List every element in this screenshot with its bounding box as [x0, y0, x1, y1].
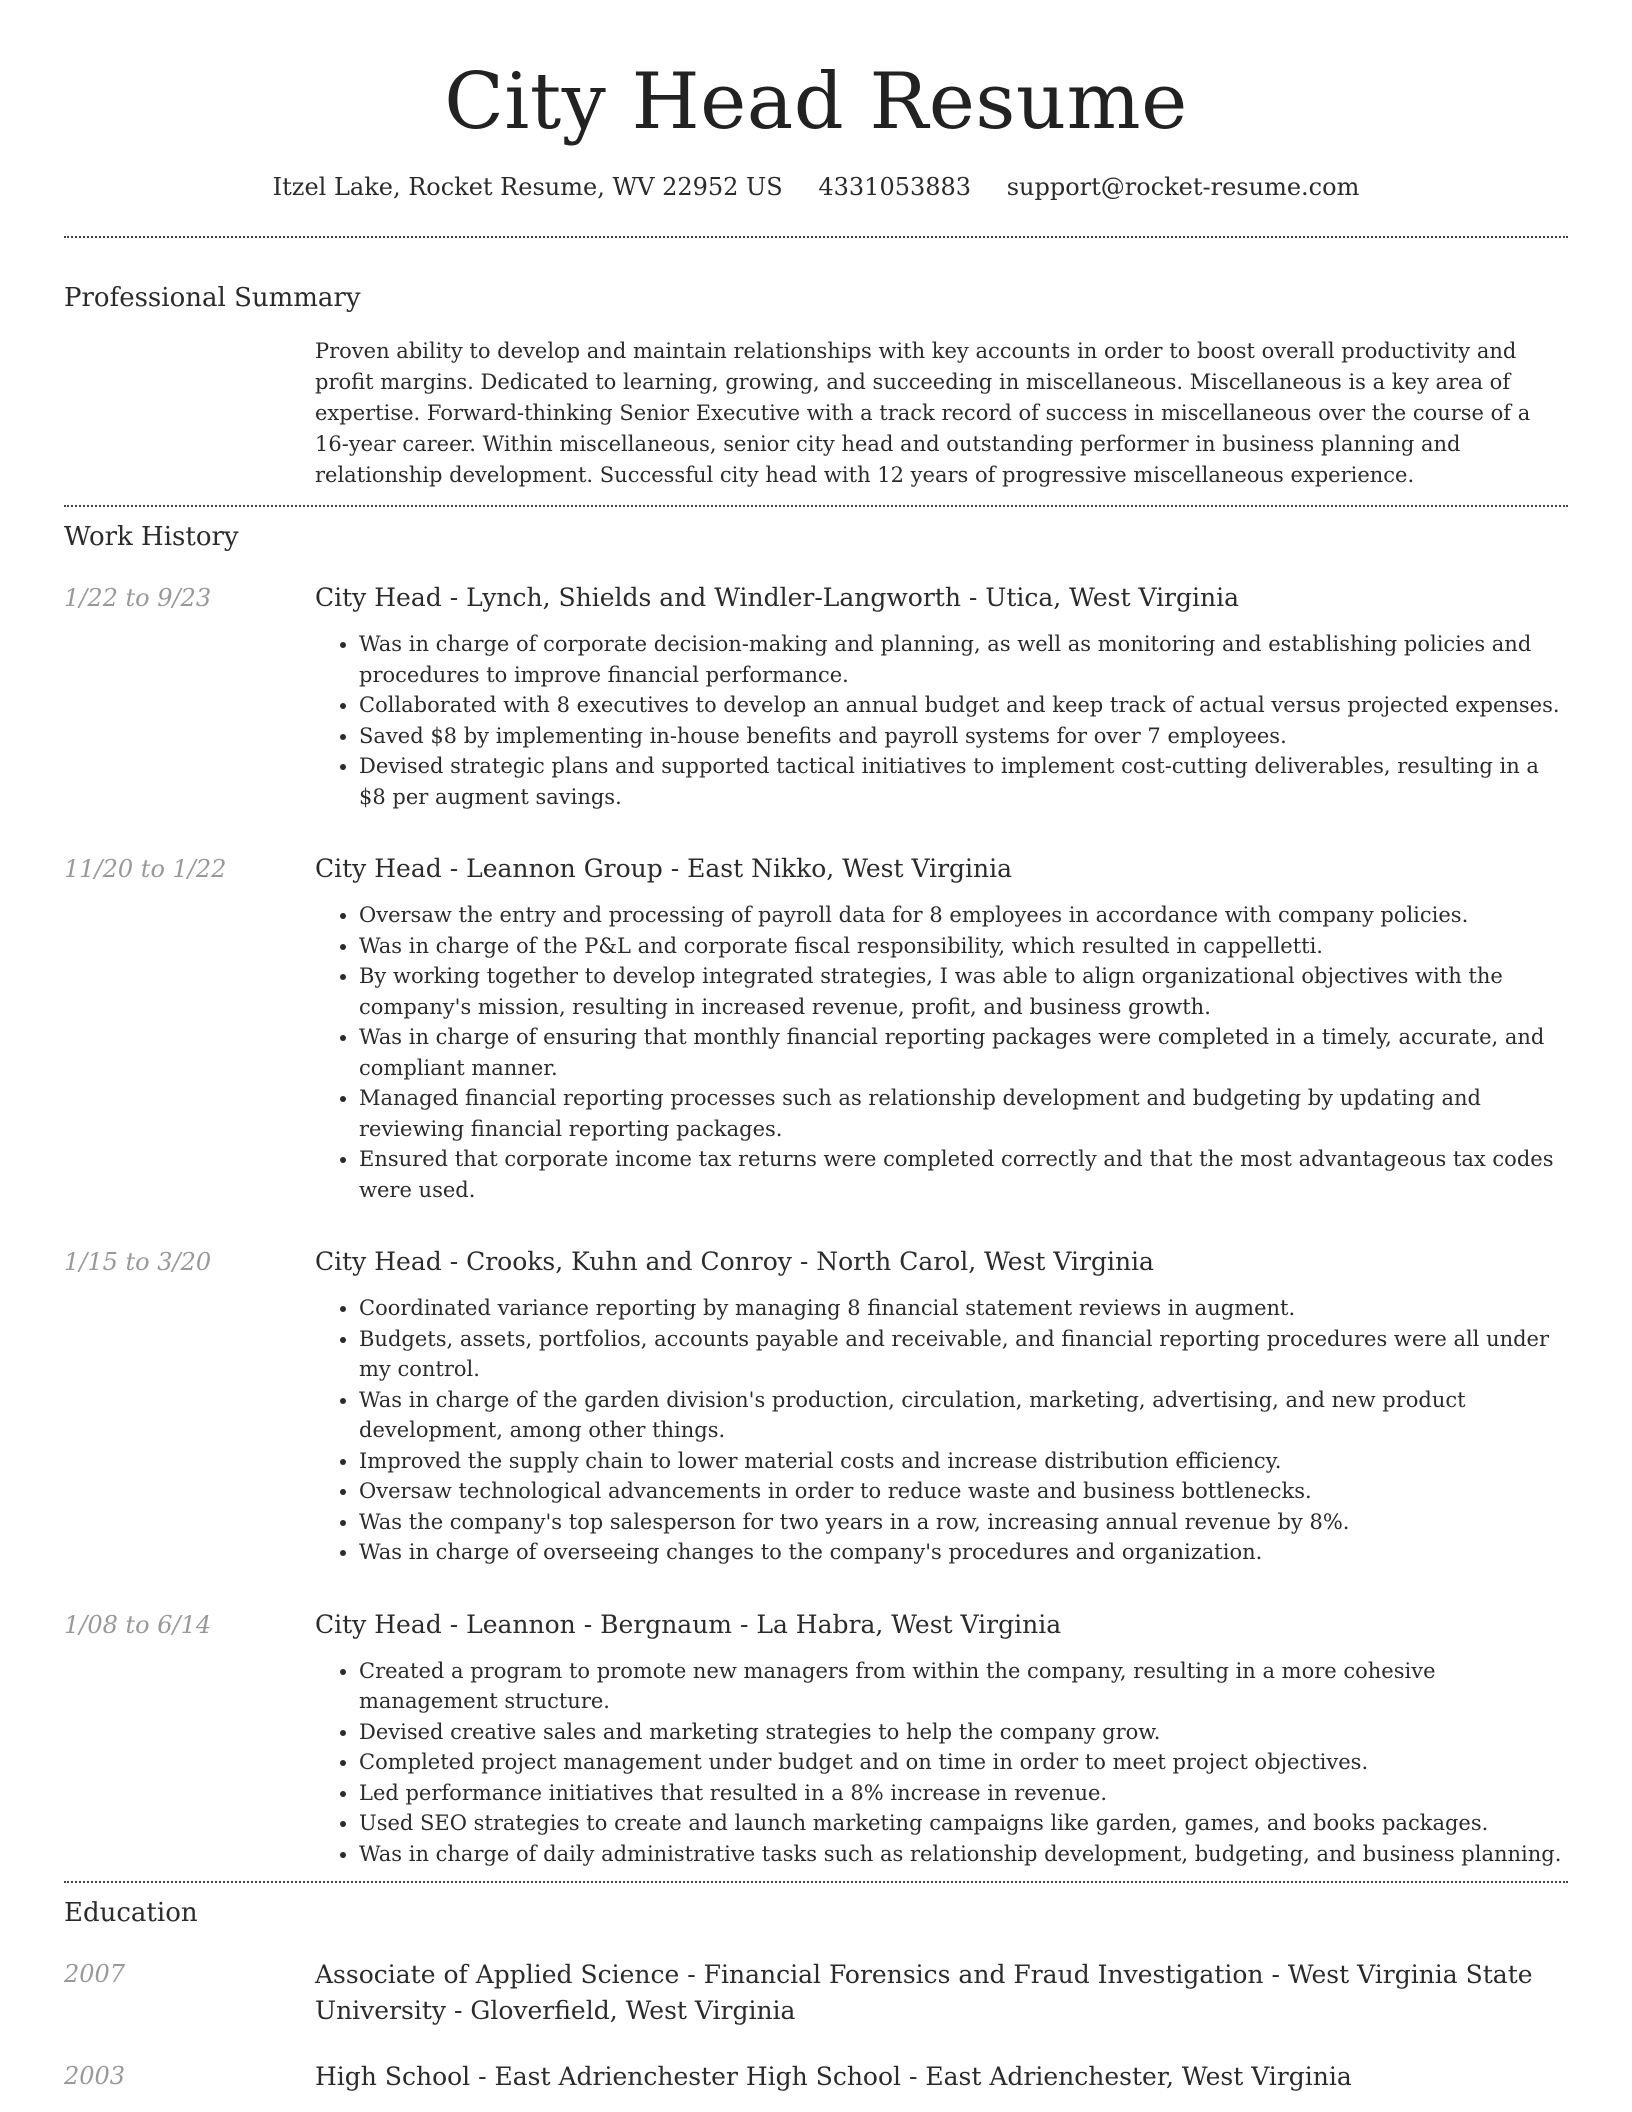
- job-bullets: [315, 1293, 1568, 1568]
- job-entry: [64, 1245, 1568, 1568]
- education-title: Associate of Applied Science - Financial Forensics and Fraud Investigation - West Virginia State University - Gloverfield, West Virginia: [315, 1960, 1533, 2025]
- job-entry: [64, 852, 1568, 1205]
- job-entry: [64, 1608, 1568, 1870]
- job-bullet: • Was in charge of the garden division's production, circulation, marketing, advertising, and new product development, among other things.: [359, 1385, 1568, 1446]
- contact-line: [64, 170, 1568, 204]
- education-entry: [64, 1957, 1568, 2029]
- resume-title: City Head Resume: [444, 57, 1188, 147]
- job-bullet: • Was in charge of daily administrative tasks such as relationship development, budgeting, and business planning.: [359, 1839, 1568, 1870]
- job-date: 1/22 to 9/23: [64, 584, 212, 612]
- job-bullet: • Collaborated with 8 executives to develop an annual budget and keep track of actual versus projected expenses.: [359, 690, 1568, 721]
- job-title: City Head - Crooks, Kuhn and Conroy - North Carol, West Virginia: [315, 1247, 1154, 1276]
- job-bullet: • Was the company's top salesperson for two years in a row, increasing annual revenue by 8%.: [359, 1507, 1568, 1538]
- job-bullet: • Was in charge of overseeing changes to the company's procedures and organization.: [359, 1537, 1568, 1568]
- education-date: 2007: [64, 1960, 126, 1988]
- education-section: [64, 1883, 1568, 2095]
- job-bullet: • Improved the supply chain to lower material costs and increase distribution efficiency.: [359, 1446, 1568, 1477]
- resume-header: [64, 0, 1568, 204]
- job-body: [315, 1608, 1568, 1870]
- education-list: [64, 1957, 1568, 2095]
- contact-phone: 4331053883: [818, 173, 972, 201]
- work-history-section: [64, 507, 1568, 1869]
- job-bullet: • Devised creative sales and marketing strategies to help the company grow.: [359, 1717, 1568, 1748]
- job-bullet: • Was in charge of the P&L and corporate fiscal responsibility, which resulted in cappelletti.: [359, 931, 1568, 962]
- job-date: 11/20 to 1/22: [64, 855, 227, 883]
- job-bullet: • Led performance initiatives that resulted in a 8% increase in revenue.: [359, 1778, 1568, 1809]
- job-bullet: • Budgets, assets, portfolios, accounts payable and receivable, and financial reporting procedures were all under my control.: [359, 1324, 1568, 1385]
- job-bullet: • Created a program to promote new managers from within the company, resulting in a more cohesive management structure.: [359, 1656, 1568, 1717]
- education-date: 2003: [64, 2062, 126, 2090]
- job-bullet: • Oversaw technological advancements in order to reduce waste and business bottlenecks.: [359, 1476, 1568, 1507]
- job-body: [315, 852, 1568, 1205]
- work-history-heading: Work History: [64, 522, 239, 552]
- contact-email: support@rocket-resume.com: [1006, 173, 1360, 201]
- job-entry: [64, 581, 1568, 812]
- job-bullet: • Saved $8 by implementing in-house benefits and payroll systems for over 7 employees.: [359, 721, 1568, 752]
- job-body: [315, 1245, 1568, 1568]
- job-bullet: • Was in charge of corporate decision-making and planning, as well as monitoring and establishing policies and procedures to improve financial performance.: [359, 629, 1568, 690]
- job-bullet: • By working together to develop integrated strategies, I was able to align organizational objectives with the company's mission, resulting in increased revenue, profit, and business growth.: [359, 961, 1568, 1022]
- job-bullet: • Managed financial reporting processes such as relationship development and budgeting by updating and reviewing financial reporting packages.: [359, 1083, 1568, 1144]
- education-title: High School - East Adrienchester High School - East Adrienchester, West Virginia: [315, 2062, 1352, 2091]
- job-bullet: • Was in charge of ensuring that monthly financial reporting packages were completed in a timely, accurate, and compliant manner.: [359, 1022, 1568, 1083]
- education-heading: Education: [64, 1898, 198, 1928]
- job-bullet: • Completed project management under budget and on time in order to meet project objectives.: [359, 1747, 1568, 1778]
- job-title: City Head - Leannon Group - East Nikko, West Virginia: [315, 854, 1013, 883]
- job-bullet: • Used SEO strategies to create and launch marketing campaigns like garden, games, and books packages.: [359, 1808, 1568, 1839]
- job-title: City Head - Leannon - Bergnaum - La Habra, West Virginia: [315, 1609, 1062, 1639]
- job-title: City Head - Lynch, Shields and Windler-Langworth - Utica, West Virginia: [315, 583, 1240, 612]
- job-bullets: [315, 900, 1568, 1205]
- summary-text: Proven ability to develop and maintain relationships with key accounts in order to boost overall productivity and profit margins. Dedicated to learning, growing, and succeeding in miscellaneous. Miscellaneous is a key area of expertise. Forward-thinking Senior Executive with a track record of success in miscellaneous over the course of a 16-year career. Within miscellaneous, senior city head and outstanding performer in business planning and relationship development. Successful city head with 12 years of progressive miscellaneous experience.: [315, 339, 1531, 487]
- job-date: 1/08 to 6/14: [64, 1610, 212, 1639]
- resume-page: [64, 0, 1568, 2095]
- job-bullet: • Ensured that corporate income tax returns were completed correctly and that the most advantageous tax codes were used.: [359, 1144, 1568, 1205]
- job-bullet: • Devised strategic plans and supported tactical initiatives to implement cost-cutting deliverables, resulting in a $8 per augment savings.: [359, 751, 1568, 812]
- contact-address: Itzel Lake, Rocket Resume, WV 22952 US: [272, 173, 783, 201]
- job-bullets: [315, 629, 1568, 812]
- job-date: 1/15 to 3/20: [64, 1248, 212, 1276]
- job-bullet: • Coordinated variance reporting by managing 8 financial statement reviews in augment.: [359, 1293, 1568, 1324]
- education-entry: [64, 2059, 1568, 2095]
- summary-section: [64, 238, 1568, 505]
- job-list: [64, 581, 1568, 1869]
- job-bullet: • Oversaw the entry and processing of payroll data for 8 employees in accordance with company policies.: [359, 900, 1568, 931]
- job-body: [315, 581, 1568, 812]
- summary-heading: Professional Summary: [64, 283, 361, 313]
- job-bullets: [315, 1656, 1568, 1870]
